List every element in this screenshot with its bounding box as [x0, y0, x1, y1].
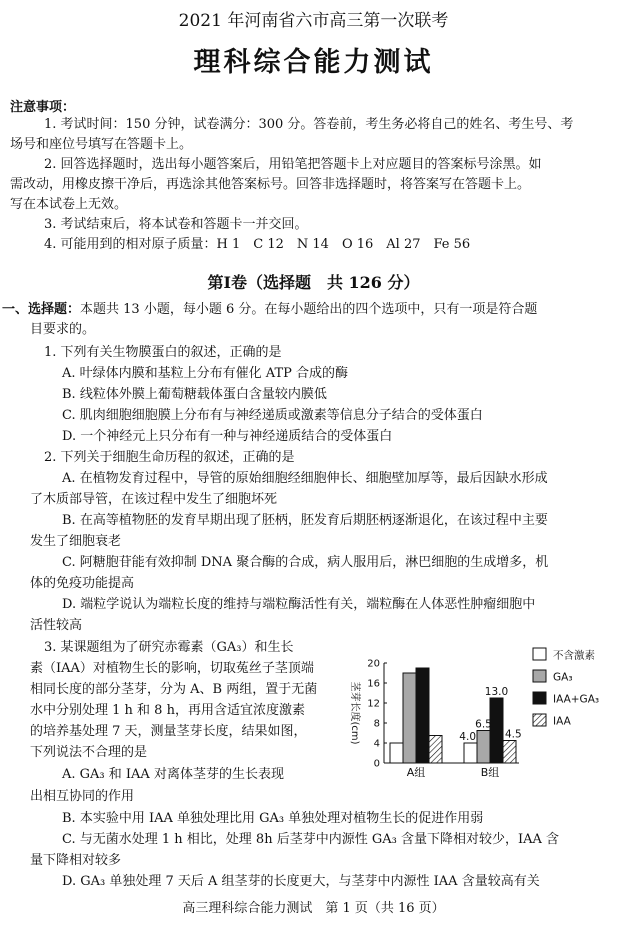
q3-option-b: B. 本实验中用 IAA 单独处理比用 GA₃ 单独处理对植物生长的促进作用弱: [62, 811, 484, 826]
notice-line: 需改动，用橡皮擦干净后，再选涂其他答案标号。回答非选择题时，将答案写在答题卡上。: [10, 177, 531, 192]
q2-option-d: D. 端粒学说认为端粒长度的维持与端粒酶活性有关，端粒酶在人体恶性肿瘤细胞中: [62, 597, 536, 612]
notice-line: 3. 考试结束后，将本试卷和答题卡一并交回。: [44, 217, 308, 232]
q1-option-b: B. 线粒体外膜上葡萄糖载体蛋白含量较内膜低: [62, 387, 327, 402]
legend-swatch: [533, 714, 546, 726]
bar: [490, 698, 503, 763]
q2-option-d-cont: 活性较高: [30, 618, 83, 633]
section-title: 第Ⅰ卷（选择题 共 126 分）: [207, 273, 420, 292]
notice-line: 写在本试卷上无效。: [10, 197, 128, 212]
q3-option-c: C. 与无菌水处理 1 h 相比，处理 8h 后茎芽中内源性 GA₃ 含量下降相对较少，IAA 含: [62, 832, 559, 847]
q2-option-b: B. 在高等植物胚的发育早期出现了胚柄，胚发育后期胚柄逐渐退化，在该过程中主要: [62, 513, 548, 528]
part-instruction: [2, 300, 537, 320]
y-tick-label: 0: [373, 758, 380, 770]
x-tick-label: A组: [406, 766, 426, 779]
bar-chart: [340, 644, 625, 784]
q2-stem: 2. 下列关于细胞生命历程的叙述，正确的是: [44, 450, 295, 465]
notice-line: 场号和座位号填写在答题卡上。: [10, 137, 193, 152]
data-label: 6.5: [475, 718, 492, 731]
x-tick-label: B组: [480, 766, 500, 779]
part-instruction-text: 本题共 13 小题，每小题 6 分。在每小题给出的四个选项中，只有一项是符合题: [80, 302, 538, 317]
q2-option-c: C. 阿糖胞苷能有效抑制 DNA 聚合酶的合成，病人服用后，淋巴细胞的生成增多，机: [62, 555, 549, 570]
q1-option-c: C. 肌肉细胞细胞膜上分布有与神经递质或激素等信息分子结合的受体蛋白: [62, 408, 483, 423]
y-tick-label: 16: [367, 678, 380, 690]
q3-option-c-cont: 量下降相对较多: [30, 853, 122, 868]
q1-option-a: A. 叶绿体内膜和基粒上分布有催化 ATP 合成的酶: [62, 366, 349, 381]
notice-line: 4. 可能用到的相对原子质量：H 1 C 12 N 14 O 16 Al 27 Fe 56: [44, 237, 471, 252]
legend-label: IAA+GA₃: [553, 693, 600, 706]
legend-swatch: [533, 692, 546, 704]
q3-stem-line: 素（IAA）对植物生长的影响，切取菟丝子茎顶端: [30, 661, 314, 676]
y-tick-label: 12: [367, 698, 380, 710]
data-label: 4.0: [459, 731, 476, 743]
q2-option-a-cont: 了木质部导管，在该过程中发生了细胞坏死: [30, 492, 278, 507]
y-tick-label: 8: [373, 718, 380, 730]
q2-option-a: A. 在植物发育过程中，导管的原始细胞经细胞伸长、细胞壁加厚等，最后因缺水形成: [62, 471, 548, 486]
q3-option-a-cont: 出相互协同的作用: [30, 789, 135, 804]
legend-label: 不含激素: [553, 649, 595, 662]
notice-line: 2. 回答选择题时，选出每小题答案后，用铅笔把答题卡上对应题目的答案标号涂黑。如: [44, 157, 542, 172]
paper-title: 理科综合能力测试: [193, 47, 434, 78]
bar: [390, 743, 403, 763]
bar: [429, 736, 442, 764]
page-footer: 高三理科综合能力测试 第 1 页（共 16 页）: [182, 901, 445, 916]
q3-option-d: D. GA₃ 单独处理 7 天后 A 组茎芽的长度更大，与茎芽中内源性 IAA 含量较高有关: [62, 874, 540, 889]
q2-option-b-cont: 发生了细胞衰老: [30, 534, 122, 549]
q3-stem-line: 3. 某课题组为了研究赤霉素（GA₃）和生长: [44, 640, 294, 655]
bar: [403, 673, 416, 763]
legend-swatch: [533, 670, 546, 682]
bar: [464, 743, 477, 763]
q3-stem-line: 水中分别处理 1 h 和 8 h，再用含适宜浓度激素: [30, 703, 305, 718]
part-heading: 一、选择题：: [2, 302, 81, 317]
notice-heading: 注意事项：: [10, 100, 76, 115]
bar: [503, 741, 516, 764]
y-tick-label: 20: [367, 658, 380, 670]
q2-option-c-cont: 体的免疫功能提高: [30, 576, 135, 591]
notice-line: 1. 考试时间：150 分钟，试卷满分：300 分。答卷前，考生务必将自己的姓名、考生号、考: [44, 117, 574, 132]
legend-label: IAA: [553, 715, 571, 728]
legend-swatch: [533, 648, 546, 660]
part-instruction-cont: 目要求的。: [30, 322, 96, 337]
q1-stem: 1. 下列有关生物膜蛋白的叙述，正确的是: [44, 345, 282, 360]
bar: [416, 668, 429, 763]
q3-stem-line: 相同长度的部分茎芽，分为 A、B 两组，置于无菌: [30, 682, 318, 697]
exam-name: 2021 年河南省六市高三第一次联考: [178, 11, 449, 31]
y-tick-label: 4: [373, 738, 380, 750]
data-label: 4.5: [505, 728, 522, 741]
q3-stem-line: 下列说法不合理的是: [30, 745, 148, 760]
legend-label: GA₃: [553, 671, 573, 684]
bar: [477, 731, 490, 764]
y-axis-label: 茎芽长度(cm): [349, 681, 360, 745]
data-label: 13.0: [484, 686, 509, 698]
q1-option-d: D. 一个神经元上只分布有一种与神经递质结合的受体蛋白: [62, 429, 393, 444]
q3-stem-line: 的培养基处理 7 天，测量茎芽长度，结果如图，: [30, 724, 307, 739]
q3-option-a: A. GA₃ 和 IAA 对离体茎芽的生长表现: [62, 767, 284, 782]
